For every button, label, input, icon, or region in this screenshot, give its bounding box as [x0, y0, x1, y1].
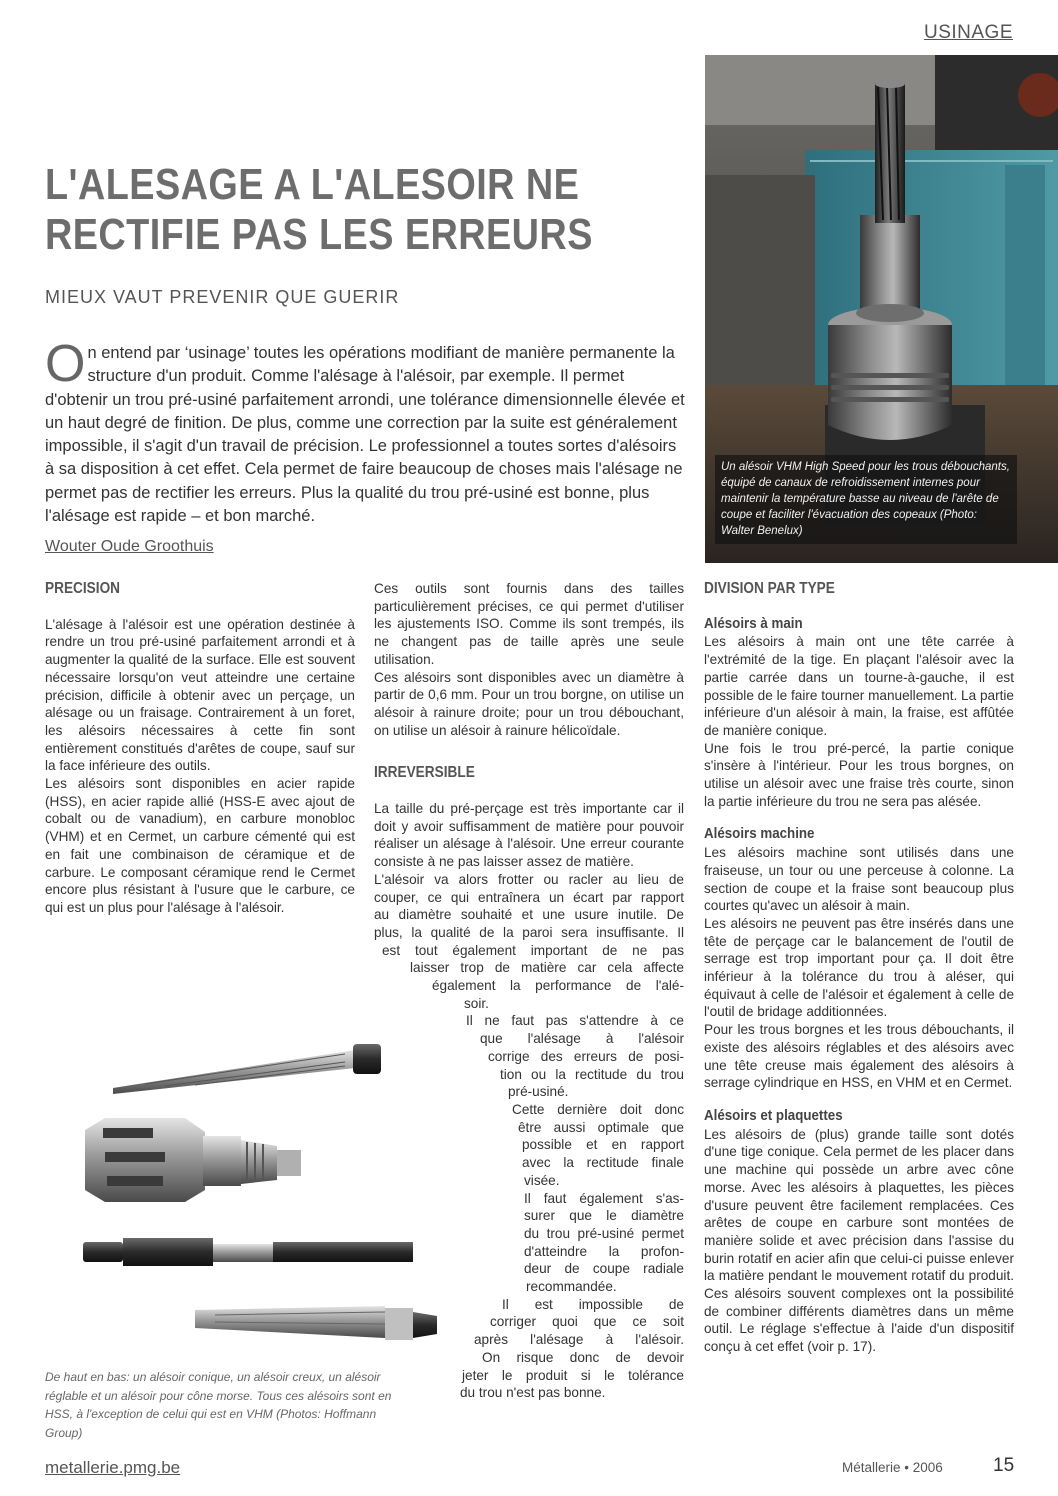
- wrapped-line: du trou n'est pas bonne.: [460, 1385, 606, 1401]
- wrapped-line: être aussi optimale que: [518, 1119, 684, 1135]
- wrapped-line: jeter le produit si le tolérance: [462, 1367, 684, 1383]
- wrapped-line: couper, ce qui entraînera un écart par rapport: [374, 889, 684, 905]
- morse-cone-reamer: [195, 1306, 437, 1340]
- author-byline: Wouter Oude Groothuis: [45, 538, 214, 555]
- wrapped-line: avec la rectitude finale: [522, 1155, 684, 1171]
- wrapped-line: Il ne faut pas s'attendre à ce: [466, 1013, 684, 1029]
- wrapped-line: est tout également important de ne pas: [382, 942, 684, 958]
- wrapped-line: Il est impossible de: [502, 1296, 684, 1312]
- wrapped-line: Cette dernière doit donc: [512, 1101, 684, 1117]
- wrapped-line: laisser trop de matière car cela affecte: [410, 960, 684, 976]
- tools-caption: De haut en bas: un alésoir conique, un alésoir creux, un alésoir réglable et un alésoir pour cône morse. Tous ces alésoirs sont en HSS, à l'exception de celui qui est en VHM (Photos: Hoffmann Group): [45, 1370, 392, 1440]
- wrapped-line: L'alésoir va alors frotter ou racler au lieu de: [374, 871, 684, 887]
- paragraph: Les alésoirs de (plus) grande taille sont dotés d'une tige conique. Cela permet de les placer dans une machine qui possède un arbre avec cône morse. Avec les alésoirs à plaquettes, les pièces d'usure peuvent être facilement remplacées. Ces arêtes de coupe en carbure sont montées de manière solide et avec précision dans l'assise du burin rotatif en acier afin que celui-ci puisse enlever la matière pendant le mouvement rotatif du produit. Ces alésoirs souvent complexes ont la possibilité de combiner différents diamètres dans un même outil. Le réglage s'effectue à l'aide d'un dispositif conçu à cet effet (voir p. 17).: [704, 1126, 1014, 1355]
- heading-division: DIVISION PAR TYPE: [704, 580, 835, 597]
- paragraph: Les alésoirs ne peuvent pas être insérés dans une tête de perçage car le balancement de l'outil de serrage est trop important pour ça. Il doit être inférieur à la tolérance du trou à aléser, qui équivaut à celle de l'alésoir et également à celle de l'outil de bridage additionnées.: [704, 915, 1014, 1020]
- wrapped-line: surer que le diamètre: [524, 1208, 684, 1224]
- wrapped-line: que l'alésage à l'alésoir: [480, 1031, 684, 1047]
- wrapped-line: du trou pré-usiné permet: [524, 1225, 684, 1241]
- wrapped-line: tion ou la rectitude du trou: [500, 1066, 684, 1082]
- wrapped-line: après l'alésage à l'alésoir.: [474, 1332, 684, 1348]
- subheading-machine-reamers: Alésoirs machine: [704, 826, 815, 843]
- article-title: [45, 160, 595, 260]
- paragraph: L'alésage à l'alésoir est une opération destinée à rendre un trou pré-usiné parfaitement arrondi et à augmenter la qualité de la surface. Elle est souvent nécessaire lorsqu'on veut atteindre une certaine précision, difficile à obtenir avec un perçage, un alésage ou un fraisage. Contrairement à un foret, les alésoirs nécessaires à cette fin sont entièrement constitués d'arêtes de coupe, sauf sur la face inférieure des outils.: [45, 616, 355, 774]
- wrapped-line: visée.: [524, 1172, 560, 1188]
- drop-cap: O: [45, 335, 86, 393]
- title-line-2: RECTIFIE PAS LES ERREURS: [45, 210, 593, 259]
- wrapped-line: Il faut également s'as-: [524, 1190, 684, 1206]
- paragraph: Ces alésoirs sont disponibles avec un diamètre à partir de 0,6 mm. Pour un trou borgne, on utilise un alésoir à rainure droite; pour un trou débouchant, on utilise un alésoir à rainure hélicoïdale.: [374, 669, 684, 738]
- column-3: [704, 580, 1014, 1356]
- page-number: 15: [993, 1455, 1015, 1476]
- section-tag: USINAGE: [923, 22, 1013, 43]
- title-line-1: L'ALESAGE A L'ALESOIR NE: [45, 160, 580, 209]
- footer-magazine: Métallerie • 2006: [842, 1460, 943, 1475]
- wrapped-line: corrige des erreurs de posi-: [488, 1048, 684, 1064]
- subheading-hand-reamers: Alésoirs à main: [704, 615, 803, 632]
- paragraph: Les alésoirs sont disponibles en acier rapide (HSS), en acier rapide allié (HSS-E avec ajout de cobalt ou de vanadium), en carbure monobloc (VHM) et en Cermet, un carbure cémenté qui est en fait une combinaison de céramique et de carbure. Le composant céramique rend le Cermet encore plus résistant à l'usure que le carbure, ce qui est un plus pour l'alésage à l'alésoir.: [45, 776, 355, 915]
- wrapped-line: corriger quoi que ce soit: [490, 1314, 684, 1330]
- heading-precision: PRECISION: [45, 580, 121, 597]
- wrapped-line: recommandée.: [526, 1279, 617, 1295]
- wrapped-line: au diamètre souhaité et une usure inutile. De: [374, 907, 684, 923]
- article-intro: [45, 335, 685, 528]
- intro-text: n entend par ‘usinage’ toutes les opérations modifiant de manière permanente la structure d'un produit. Comme l'alésage à l'alésoir, par exemple. Il permet d'obtenir un trou pré-usiné parfaitement arrondi, une tolérance dimensionnelle élevée et un haut degré de finition. De plus, comme une correction par la suite est généralement impossible, il s'agit d'un travail de précision. Le professionnel a toutes sortes d'alésoirs à sa disposition à cet effet. Cela permet de faire beaucoup de choses mais l'alésage ne permet pas de rectifier les erreurs. Plus la qualité du trou pré-usiné est bonne, plus l'alésage est rapide – et bon marché.: [45, 344, 685, 526]
- heading-irreversible: IRREVERSIBLE: [374, 764, 475, 782]
- paragraph: Les alésoirs machine sont utilisés dans une fraiseuse, un tour ou une perceuse à colonne. La section de coupe et la fraise sont beaucoup plus courtes qu'avec un alésoir à main.: [704, 845, 1014, 914]
- column-1: [45, 580, 355, 917]
- wrapped-line: également la performance de l'alé-: [432, 978, 684, 994]
- wrapped-line: plus, la qualité de la paroi sera insuffisante. Il: [374, 924, 684, 940]
- wrapped-line: deur de coupe radiale: [524, 1261, 684, 1277]
- paragraph: Ces outils sont fournis dans des tailles particulièrement précises, ce qui permet d'utiliser les ajustements ISO. Comme ils sont trempés, ils ne changent pas de taille après une seule utilisation.: [374, 581, 684, 667]
- footer-url-link[interactable]: metallerie.pmg.be: [45, 1458, 181, 1477]
- wrapped-line: d'atteindre la profon-: [524, 1243, 684, 1259]
- reamers-photo: [45, 1032, 465, 1362]
- wrapped-line: possible et en rapport: [522, 1137, 684, 1153]
- adjustable-reamer: [83, 1238, 413, 1266]
- article-subtitle: MIEUX VAUT PREVENIR QUE GUERIR: [45, 287, 400, 307]
- wrapped-line: On risque donc de devoir: [482, 1349, 684, 1365]
- subheading-insert-reamers: Alésoirs et plaquettes: [704, 1107, 843, 1124]
- paragraph: Pour les trous borgnes et les trous débouchants, il existe des alésoirs réglables et des alésoirs avec une tête creuse mais également des alésoirs à serrage cylindrique en HSS, en VHM et en Cermet.: [704, 1022, 1014, 1091]
- paragraph: La taille du pré-perçage est très importante car il doit y avoir suffisamment de matière pour pouvoir réaliser un alésage à l'alésoir. Une erreur courante consiste à ne pas laisser assez de matière.: [374, 801, 684, 870]
- wrapped-line: soir.: [464, 995, 489, 1011]
- conical-reamer: [113, 1044, 381, 1094]
- paragraph: Les alésoirs à main ont une tête carrée à l'extrémité de la tige. En plaçant l'alésoir avec la partie carrée dans un tourne-à-gauche, il est possible de le faire tourner manuellement. La partie inférieure d'un alésoir à main, la fraise, est affûtée de manière conique.: [704, 634, 1014, 738]
- paragraph: Une fois le trou pré-percé, la partie conique s'insère à l'intérieur. Pour les trous borgnes, on utilise un alésoir avec une fraise très courte, sinon la partie inférieure du trou ne sera pas alésée.: [704, 740, 1014, 809]
- hollow-reamer: [85, 1118, 301, 1202]
- photo-caption: Un alésoir VHM High Speed pour les trous débouchants, équipé de canaux de refroidissement internes pour maintenir la température basse au niveau de l'arête de coupe et faciliter l'évacuation des copeaux (Photo: Walter Benelux): [715, 455, 1017, 544]
- wrapped-line: pré-usiné.: [508, 1084, 569, 1100]
